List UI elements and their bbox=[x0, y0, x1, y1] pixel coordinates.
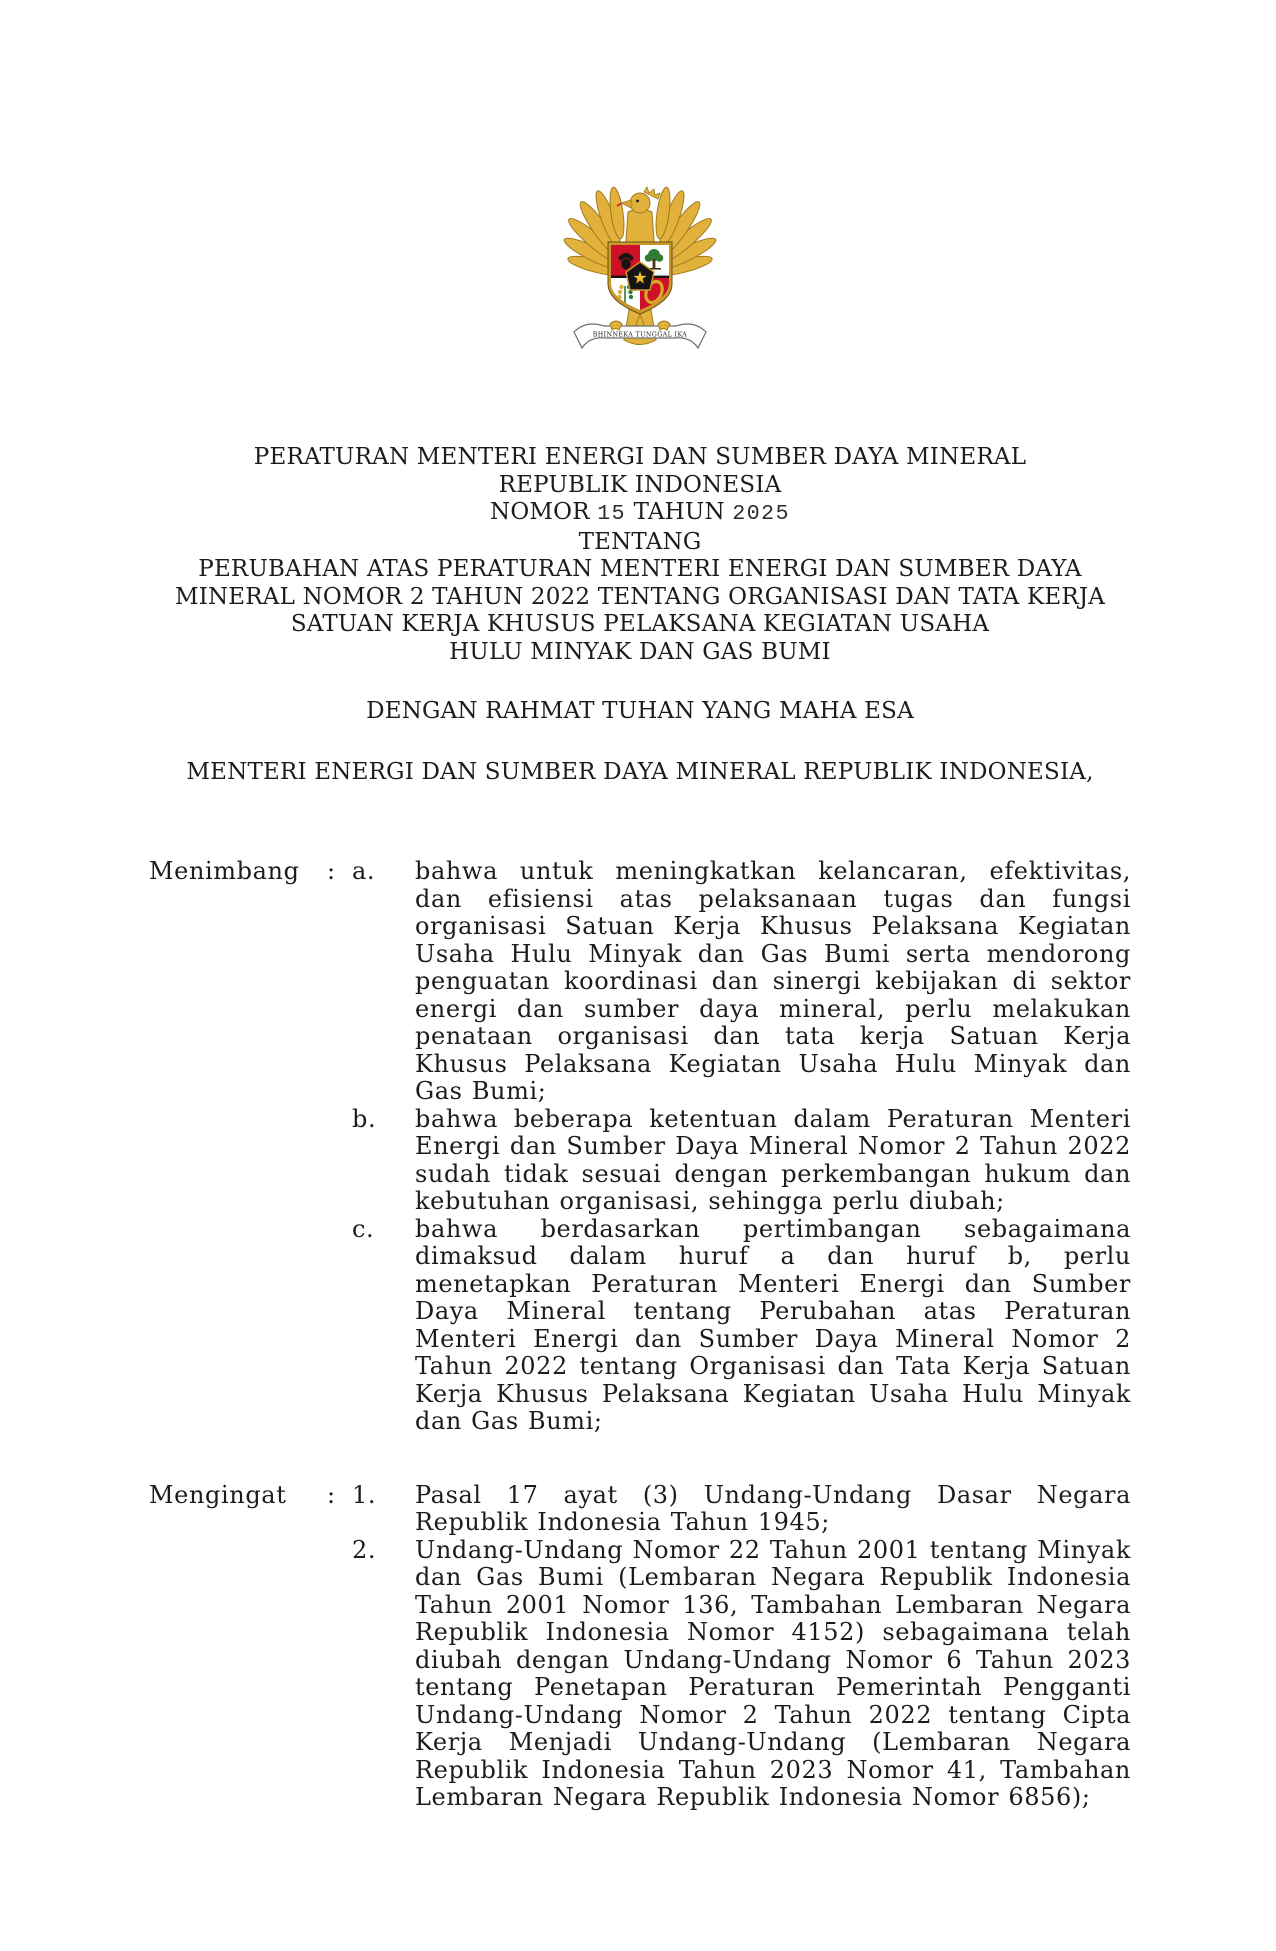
consideration-row-c bbox=[149, 1216, 1131, 1436]
title-subject-line-3: SATUAN KERJA KHUSUS PELAKSANA KEGIATAN USAHA bbox=[290, 611, 990, 637]
legal-basis-row-1 bbox=[149, 1482, 1131, 1537]
item-text-a: bahwa untuk meningkatkan kelancaran, efektivitas, dan efisiensi atas pelaksanaan tugas dan fungsi organisasi Satuan Kerja Khusus Pelaksana Kegiatan Usaha Hulu Minyak dan Gas Bumi serta mendorong penguatan koordinasi dan sinergi kebijakan di sektor energi dan sumber daya mineral, perlu melakukan penataan organisasi dan tata kerja Satuan Kerja Khusus Pelaksana Kegiatan Usaha Hulu Minyak dan Gas Bumi; bbox=[415, 857, 1131, 1105]
mengingat-colon: : bbox=[327, 1480, 336, 1509]
mengingat-label: Mengingat bbox=[149, 1480, 287, 1509]
item-text-b: bahwa beberapa ketentuan dalam Peraturan Menteri Energi dan Sumber Daya Mineral Nomor 2 Tahun 2022 sudah tidak sesuai dengan perkembangan hukum dan kebutuhan organisasi, sehingga perlu diubah; bbox=[415, 1104, 1131, 1215]
title-line-regulation: PERATURAN MENTERI ENERGI DAN SUMBER DAYA MINERAL bbox=[253, 444, 1027, 470]
title-subject-line-1: PERUBAHAN ATAS PERATURAN MENTERI ENERGI DAN SUMBER DAYA bbox=[198, 556, 1082, 582]
menimbang-colon: : bbox=[327, 857, 336, 885]
title-line-republic: REPUBLIK INDONESIA bbox=[498, 471, 782, 498]
considerations-section bbox=[149, 858, 1131, 1436]
title-line-number bbox=[149, 499, 1131, 529]
item-marker-2: 2. bbox=[352, 1535, 377, 1564]
title-block bbox=[149, 444, 1131, 666]
invocation-line: DENGAN RAHMAT TUHAN YANG MAHA ESA bbox=[366, 698, 914, 724]
tahun-label: TAHUN bbox=[633, 499, 725, 525]
item-marker-a: a. bbox=[352, 857, 376, 885]
emblem-banner-text: BHINNEKA TUNGGAL IKA bbox=[592, 331, 688, 339]
title-line-tentang: TENTANG bbox=[578, 528, 702, 555]
tahun-number: 2025 bbox=[732, 502, 790, 526]
menimbang-label: Menimbang bbox=[149, 857, 300, 885]
consideration-row-a bbox=[149, 858, 1131, 1106]
item-text-1: Pasal 17 ayat (3) Undang-Undang Dasar Negara Republik Indonesia Tahun 1945; bbox=[415, 1480, 1131, 1536]
item-marker-c: c. bbox=[352, 1214, 375, 1243]
item-text-2: Undang-Undang Nomor 22 Tahun 2001 tentang Minyak dan Gas Bumi (Lembaran Negara Republik Indonesia Tahun 2001 Nomor 136, Tambahan Lembaran Negara Republik Indonesia Nomor 4152) sebagaimana telah diubah dengan Undang-Undang Nomor 6 Tahun 2023 tentang Penetapan Peraturan Pemerintah Pengganti Undang-Undang Nomor 2 Tahun 2022 tentang Cipta Kerja Menjadi Undang-Undang (Lembaran Negara Republik Indonesia Tahun 2023 Nomor 41, Tambahan Lembaran Negara Republik Indonesia Nomor 6856); bbox=[415, 1535, 1131, 1811]
nomor-prefix: NOMOR bbox=[490, 499, 590, 525]
title-subject-line-4: HULU MINYAK DAN GAS BUMI bbox=[449, 638, 831, 665]
star-icon: ★ bbox=[632, 268, 648, 289]
item-marker-1: 1. bbox=[352, 1480, 377, 1509]
garuda-pancasila-emblem bbox=[560, 186, 720, 361]
nomor-number: 15 bbox=[597, 502, 627, 526]
item-text-c: bahwa berdasarkan pertimbangan sebagaimana dimaksud dalam huruf a dan huruf b, perlu menetapkan Peraturan Menteri Energi dan Sumber Daya Mineral tentang Perubahan atas Peraturan Menteri Energi dan Sumber Daya Mineral Nomor 2 Tahun 2022 tentang Organisasi dan Tata Kerja Satuan Kerja Khusus Pelaksana Kegiatan Usaha Hulu Minyak dan Gas Bumi; bbox=[415, 1214, 1131, 1435]
authority-line: MENTERI ENERGI DAN SUMBER DAYA MINERAL REPUBLIK INDONESIA, bbox=[186, 758, 1094, 785]
legal-basis-row-2 bbox=[149, 1537, 1131, 1812]
item-marker-b: b. bbox=[352, 1104, 377, 1133]
title-subject-line-2: MINERAL NOMOR 2 TAHUN 2022 TENTANG ORGANISASI DAN TATA KERJA bbox=[174, 583, 1106, 610]
garuda-emblem-graphic bbox=[560, 186, 720, 361]
legal-basis-section bbox=[149, 1482, 1131, 1812]
consideration-row-b bbox=[149, 1106, 1131, 1216]
